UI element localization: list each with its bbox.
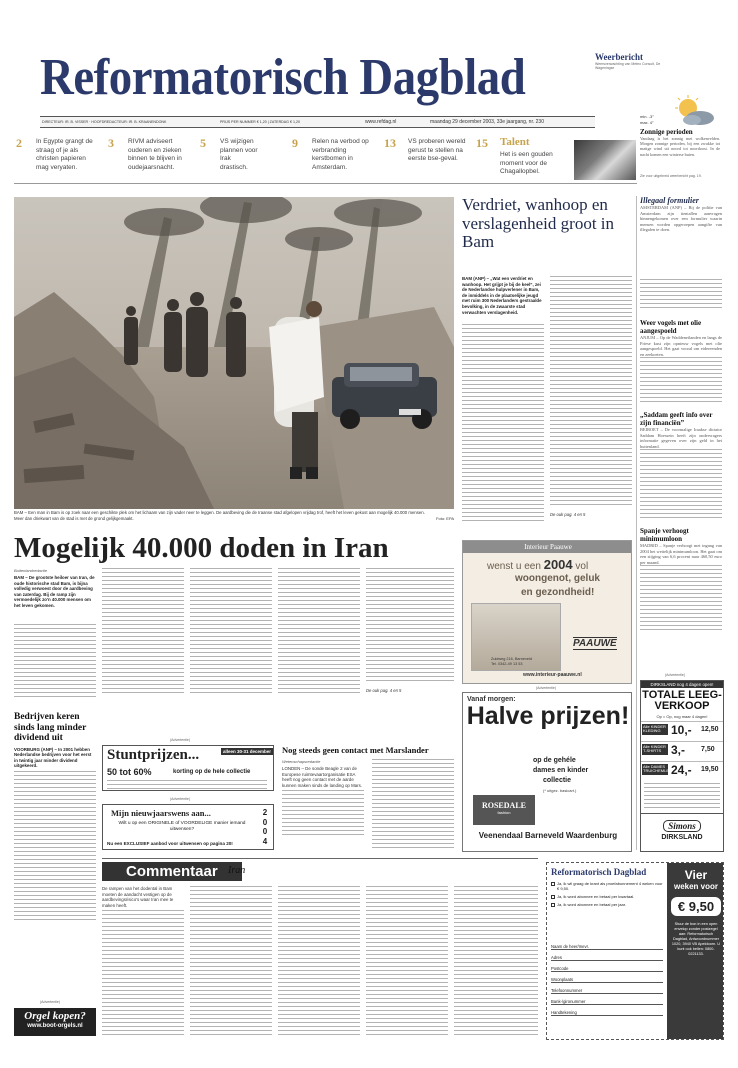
marslander-article	[282, 745, 454, 855]
commentaar-column-1	[102, 886, 184, 1036]
weather-title: Weerbericht	[595, 52, 643, 62]
form-field[interactable]	[551, 972, 663, 983]
weather-headline: Zonnige perioden	[640, 128, 693, 136]
main-byline: Buitenlandredactie	[14, 568, 48, 573]
ad-pauwe-logo: Interieur Paauwe	[463, 541, 632, 553]
form-field[interactable]	[551, 939, 663, 950]
teaser-page-number: 2	[16, 136, 22, 150]
commentaar-body: De rampen van het dodental in Bam moeten de aandacht vestigen op de aardbevingsrisico's waar Iran mee te maken heeft.	[102, 886, 174, 908]
ad-stunt-small-print	[107, 780, 267, 789]
ad-dirksland-price: 24,-	[671, 763, 692, 777]
ad-rosedale-sub1: op de gehéle	[533, 757, 576, 764]
ad-nieuwjaar-footer: Nu een EXCLUSIEF aanbod voor uitwensen op pagina 20!	[107, 841, 233, 846]
teaser-page-number: 15	[476, 136, 488, 150]
teaser-page-number: 13	[384, 136, 396, 150]
ad-dirksland-small-print	[644, 783, 720, 811]
subscription-option[interactable]	[551, 881, 663, 891]
promo-text: Stuur de bon in een open envelop zonder postzegel aan: Reformatorisch Dagblad, Antwoordnummer 1020, 3940 VB Apeldoorn. U kunt ook bellen: 0800-0221133.	[671, 922, 721, 956]
ad-stunt-title: Stuntprijzen...	[107, 747, 200, 763]
dateline-bar	[40, 116, 595, 128]
subscription-coupon[interactable]	[546, 862, 724, 1040]
ad-dirksland-price2: 12,50	[701, 726, 719, 733]
ad-pauwe-brand: PAAUWE	[573, 638, 617, 649]
marslander-headline: Nog steeds geen contact met Marslander	[282, 745, 429, 755]
ad-pauwe-year: 2004	[543, 557, 573, 572]
marslander-body-text	[282, 790, 364, 838]
weather-min: min. -3°	[640, 114, 654, 119]
form-field[interactable]	[551, 983, 663, 994]
ad-orgel[interactable]	[14, 1008, 96, 1036]
lead-photo	[14, 197, 454, 509]
marslander-column-1	[282, 759, 364, 855]
commentaar-body-text	[102, 910, 184, 1038]
form-field-label: Bank-/gironummer	[551, 999, 586, 1004]
ad-dirksland-footer-town: DIRKSLAND	[661, 834, 703, 841]
ad-dirksland-subtitle: Op = Op, nog maar 4 dagen!	[656, 714, 708, 719]
main-article	[14, 532, 454, 702]
teaser-item[interactable]	[198, 136, 288, 180]
lead-column-2	[550, 276, 632, 526]
marslander-column	[372, 759, 454, 851]
lead-body-text	[462, 324, 544, 524]
ad-rosedale-sub3: collectie	[543, 777, 572, 784]
marslander-byline: Wetenschapsredactie	[282, 759, 321, 764]
ad-nieuwjaarswens[interactable]	[102, 804, 274, 850]
ad-nieuwjaar-digit: 2	[262, 808, 268, 817]
sidebar-body: ANJUM – Op de Waddeneilanden en langs de Friese kust zijn opnieuw vogels met olie aangespoeld. Het gaat vooral om eidereenden en zeekoeten.	[640, 335, 722, 357]
ad-rosedale-top: Vanaf morgen:	[467, 696, 516, 703]
ad-nieuwjaar-title: Mijn nieuwjaarswens aan...	[111, 808, 211, 818]
subscription-fields	[551, 939, 663, 1016]
ad-rosedale[interactable]	[462, 692, 632, 852]
form-field[interactable]	[551, 1005, 663, 1016]
lead-headline: Verdriet, wanhoop en verslagenheid groot in Bam	[462, 195, 615, 251]
sidebar-headline: Spanje verhoogt minimumloon	[640, 527, 689, 543]
ad-stunt-dates: alleen 30-31 december	[222, 749, 272, 754]
ad-rosedale-brand-sub: fashion	[497, 810, 511, 815]
ad-orgel-text: Orgel kopen?	[24, 1010, 86, 1022]
checkbox-icon[interactable]	[551, 882, 555, 886]
teaser-item[interactable]	[14, 136, 104, 180]
bedrijven-article	[14, 712, 96, 932]
teaser-text: VS wijzigen plannen voor Irak drastisch.	[220, 138, 258, 171]
lead-article	[462, 196, 632, 526]
form-field-label: Handtekening	[551, 1010, 577, 1015]
main-column	[278, 568, 360, 696]
teaser-photo	[574, 140, 636, 180]
teaser-text: Het is een gouden moment voor de Chagallopbel.	[500, 151, 553, 175]
weather-footer: Zie voor uitgebreid weerbericht pag. 19.	[640, 174, 702, 178]
weather-subtitle: Weersverwachting van Meteo Consult, De Wageningse	[595, 62, 661, 70]
sidebar-body: BEIROET – De voormalige Iraakse dictator Saddam Hoessein heeft zijn ondervragers informatie gegeven over zijn geld in het buitenland.	[640, 427, 722, 449]
teaser-item[interactable]	[474, 136, 637, 180]
form-field[interactable]	[551, 950, 663, 961]
weather-body: Vandaag is het zonnig met wolkenvelden. Morgen zonnige perioden, bij een zwakke tot matige wind uit noord tot noordoost. In de nacht komen een winterse buien.	[640, 136, 720, 157]
commentaar-label: Commentaar	[102, 862, 242, 881]
ad-nieuwjaar-digit: 0	[262, 827, 268, 836]
ad-dirksland-footer	[641, 813, 723, 841]
ad-label: (Advertentie)	[536, 686, 557, 690]
ad-pauwe-phone: Tel. 0342-49 13 53	[491, 662, 523, 666]
teaser-text: RIVM adviseert ouderen en zieken binnen te blijven in oudejaarsnacht.	[128, 138, 182, 171]
form-field-label: Postcode	[551, 966, 569, 971]
ad-dirksland-footer-brand: Simons	[663, 820, 701, 832]
subscription-option-label: Ja, ik wil graag de krant als proefabonnement 4 weken voor € 9,50.	[557, 881, 663, 891]
ad-interieur-paauwe[interactable]	[462, 540, 632, 684]
ad-label: (Advertentie)	[40, 1000, 61, 1004]
masthead-info: DIRECTEUR: IR. B. VISSER · HOOFDREDACTEUR: IR. B. KRAANENDONK	[42, 120, 167, 124]
commentaar-column	[454, 886, 538, 1036]
ad-rosedale-towns: Veenendaal Barneveld Waardenburg	[478, 831, 618, 840]
ad-dirksland-label: Alle KINDER KLEDING	[642, 724, 668, 735]
ad-pauwe-line3: woongenot, geluk	[515, 573, 600, 584]
photo-caption	[14, 510, 454, 530]
teaser-item[interactable]	[290, 136, 380, 180]
bedrijven-body-text	[14, 771, 96, 921]
form-field-label: Woonplaats	[551, 977, 574, 982]
sidebar-text-lines	[640, 357, 722, 405]
weather-article	[640, 128, 720, 183]
lead-continue: De ouk pag. 4 en 5	[550, 512, 586, 517]
commentaar-column	[190, 886, 272, 1036]
section-divider	[102, 858, 538, 859]
main-intro: BAM – De grootste heiloer van Iran, de oude historische stad Bam, is bijna volledig verwoest door de aardbeving van zaterdag. Bij de ramp zijn vermoedelijk zo'n 40.000 mensen om het leven gekomen.	[14, 575, 95, 608]
sidebar-text-lines	[640, 279, 722, 311]
bedrijven-body: VOORBURG (ANP) – In 2001 hebben Nederlandse bedrijven voor het eerst in twintig jaar minder dividend uitgekeerd.	[14, 746, 92, 769]
sidebar-top-body: AMSTERDAM (ANP) – Bij de politie van Amsterdam zijn tientallen aanvragen binnengekomen over een formulier waarin mensen worden opgeroepen aangifte van illegalen te doen.	[640, 205, 722, 233]
ad-nieuwjaar-digit: 4	[262, 836, 268, 846]
form-field[interactable]	[551, 994, 663, 1005]
teaser-strip	[14, 134, 637, 184]
lead-body-text	[550, 276, 632, 508]
commentaar-column	[366, 886, 448, 1036]
subscription-option-label: Ja, ik word abonnee en betaal per jaar.	[557, 902, 626, 907]
form-field-label: Adres	[551, 955, 562, 960]
ad-rosedale-logo	[473, 795, 535, 825]
teaser-text: VS proberen wereld gerust te stellen na eerste bse-geval.	[408, 138, 466, 162]
checkbox-icon[interactable]	[551, 895, 555, 899]
commentaar-column	[278, 886, 360, 1036]
ad-dirksland-row	[641, 761, 723, 781]
ad-stunt-extra: korting op de hele collectie	[173, 769, 251, 775]
ad-stunt-pct: 50 tot 60%	[107, 767, 152, 777]
ad-label: (Advertentie)	[170, 797, 191, 801]
ad-dirksland-price2: 19,50	[701, 766, 719, 773]
ad-pauwe-url[interactable]: www.interieur-paauwe.nl	[523, 672, 582, 678]
subscription-option[interactable]	[551, 894, 663, 899]
ad-dirksland-label: Alle DAMES TRUICHEMLEEKE	[643, 764, 678, 774]
commentaar-section	[102, 862, 538, 1042]
ad-label: (Advertentie)	[665, 673, 686, 677]
ad-pauwe-line4: en gezondheid!	[521, 587, 595, 598]
ad-dirksland-label: Alle KINDER T-SHIRTS	[642, 744, 668, 755]
teaser-title: Talent	[500, 136, 530, 148]
ad-rosedale-big: Halve prijzen!	[466, 702, 630, 730]
ad-pauwe-line2: vol	[575, 561, 589, 572]
ad-dirksland-row	[641, 721, 723, 741]
subscription-option-label: Ja, ik word abonnee en betaal per kwartaal.	[557, 894, 635, 899]
ad-pauwe-address: Zuidweg 216, Barneveld	[491, 657, 532, 661]
ad-rosedale-sub2: dames en kinder	[533, 767, 589, 774]
ad-rosedale-brand: ROSEDALE	[481, 801, 526, 810]
teaser-page-number: 5	[200, 136, 206, 150]
bedrijven-headline: Bedrijven keren sinds lang minder dividend uit	[14, 712, 87, 743]
sidebar-text-lines	[640, 565, 722, 633]
checkbox-icon[interactable]	[551, 903, 555, 907]
teaser-item[interactable]	[382, 136, 472, 180]
subscription-title: Reformatorisch Dagblad	[551, 867, 647, 877]
main-body-text	[14, 624, 96, 700]
teaser-item[interactable]	[106, 136, 196, 180]
ad-nieuwjaar-digit: 0	[262, 817, 268, 827]
ad-dirksland-price: 3,-	[671, 743, 686, 757]
ad-dirksland[interactable]	[640, 680, 724, 852]
sidebar-body: MADRID – Spanje verhoogt met ingang van 2004 het wettelijk minimumloon. Het gaat om een stijging van 6,6 procent naar 460,50 euro per maand.	[640, 543, 722, 565]
ad-dirksland-title: TOTALE LEEG-VERKOOP	[642, 689, 722, 712]
sun-cloud-icon	[670, 94, 718, 128]
lead-intro: BAM (ANP) – „Wat een verdriet en wanhoop. Het grijpt je bij de keel”, zei de Nederlandse hulpverlener in Bam, de inmiddels in de plaatselijke jeugd met ruim 300 Nederlanders gestraalde bevolking, in de zwaarste stad verwachten verslagenheid.	[462, 276, 542, 315]
ad-orgel-url[interactable]: www.boot-orgels.nl	[27, 1023, 83, 1029]
website-link[interactable]: www.refdag.nl	[365, 119, 397, 125]
teaser-text: Relen na verbod op verbranding kerstbomen in Amsterdam.	[312, 138, 369, 171]
sidebar-headline: Weer vogels met olie aangespoeld	[640, 319, 702, 335]
dateline: maandag 29 december 2003, 33e jaargang, nr. 230	[430, 119, 544, 125]
sidebar	[640, 196, 722, 666]
promo-mid: weken voor	[673, 882, 718, 891]
main-headline: Mogelijk 40.000 doden in Iran	[14, 532, 389, 564]
masthead-price: PRIJS PER NUMMER € 1,20 | ZATERDAG € 1,20	[220, 120, 300, 124]
main-column	[190, 568, 272, 696]
sidebar-headline: „Saddam geeft info over zijn financiën”	[640, 411, 713, 427]
marslander-body: LONDEN – De sonde Beagle 2 van de Europese ruimtevaartorganisatie ESA heeft nog geen contact met de aarde kunnen maken sinds de landing op Mars.	[282, 766, 363, 788]
newspaper-title: Reformatorisch Dagblad	[40, 49, 526, 106]
form-field[interactable]	[551, 961, 663, 972]
sidebar-top-headline: Illegaal formulier	[640, 196, 699, 205]
commentaar-topic: Iran	[228, 865, 246, 876]
teaser-page-number: 3	[108, 136, 114, 150]
main-column-5	[366, 568, 454, 698]
ad-nieuwjaar-sub: Wilt u op een ORIGINELE of VOORDELIGE manier iemand uitwensen?	[118, 821, 246, 832]
caption-text: BAM – Een man in Bam is op zoek naar een geschikte plek om het lichaam van zijn vader neer te leggen. De aardbeving die de Iraanse stad afgelopen vrijdag trof, heeft het leven gekost aan mogelijk 40.000 mensen. Meer dan driekwart van de stad is met de grond gelijkgemaakt.	[14, 510, 425, 521]
subscription-options	[551, 881, 663, 910]
ad-pauwe-line1-text: wenst u een	[487, 561, 541, 572]
ad-rosedale-note: (* uitgez. basicart.)	[543, 788, 577, 793]
sidebar-text-lines	[640, 449, 722, 521]
main-continue: De ouk pag. 4 en 5	[366, 688, 402, 693]
form-field-label: Naam de heer/mevr.	[551, 944, 589, 949]
teaser-page-number: 9	[292, 136, 298, 150]
ad-dirksland-price: 10,-	[671, 723, 692, 737]
subscription-promo	[667, 863, 724, 1040]
ad-nieuwjaar-digits	[258, 808, 272, 846]
photo-credit: Foto: EPA	[436, 516, 454, 521]
ad-label: (Advertentie)	[170, 738, 191, 742]
masthead	[40, 22, 720, 134]
main-column	[102, 568, 184, 696]
ad-dirksland-banner: DIRKSLAND nog 4 dagen open!	[641, 681, 723, 688]
sidebar-divider	[636, 196, 637, 850]
promo-price: € 9,50	[671, 897, 721, 916]
main-column-1	[14, 568, 96, 698]
ad-dirksland-price2: 7,50	[701, 746, 715, 753]
form-field-label: Telefoonnummer	[551, 988, 583, 993]
ad-pauwe-line1	[487, 557, 632, 572]
teaser-text: In Egypte grangt de straag of je als christen papieren mag veryaten.	[36, 138, 93, 171]
ad-stuntprijzen[interactable]	[102, 745, 274, 791]
main-body-text	[366, 568, 454, 684]
weather-max: max. 4°	[640, 120, 654, 125]
subscription-option[interactable]	[551, 902, 663, 907]
lead-column-1	[462, 276, 544, 526]
ad-dirksland-row	[641, 741, 723, 761]
promo-top: Vier	[684, 868, 708, 882]
